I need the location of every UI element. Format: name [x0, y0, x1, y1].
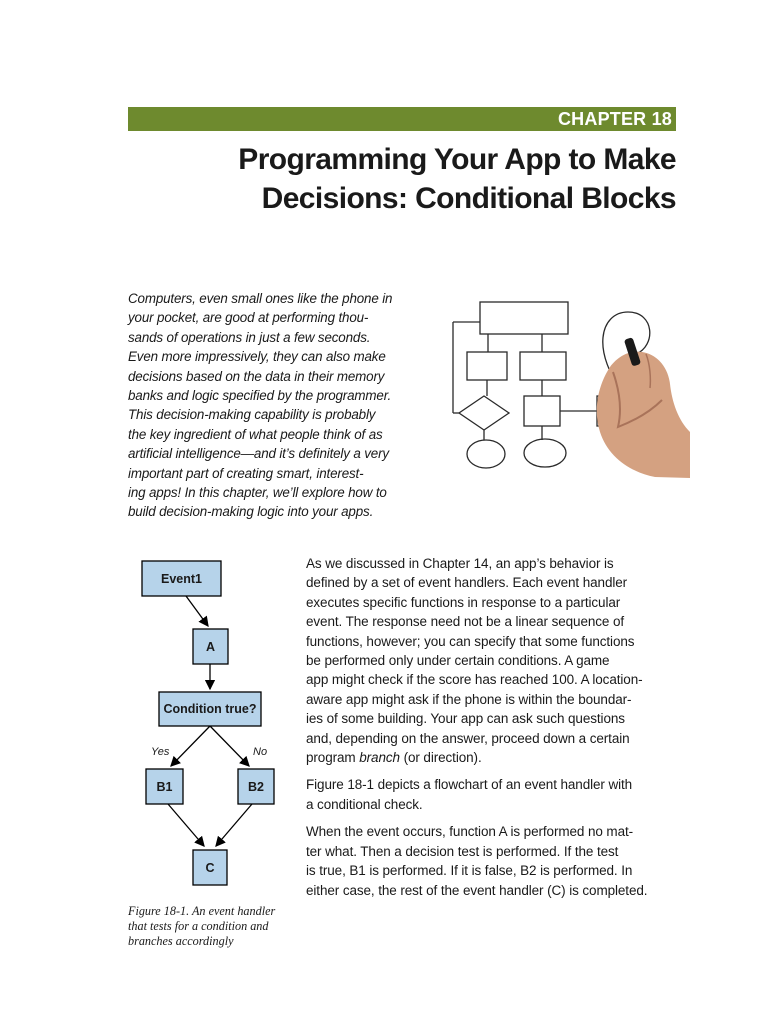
c-label: C	[205, 861, 215, 875]
no-label: No	[253, 746, 268, 758]
flow-arrow	[171, 726, 210, 766]
branch-term: branch	[359, 750, 400, 766]
intro-line: important part of creating smart, interest-	[128, 465, 364, 481]
intro-line: decisions based on the data in their memory	[128, 368, 385, 384]
b2-label: B2	[248, 780, 264, 794]
text-line: and, depending on the answer, proceed down a certain	[306, 730, 630, 746]
figure-caption	[128, 904, 303, 950]
event1-label: Event1	[161, 572, 202, 586]
chapter-label: CHAPTER 18	[128, 107, 676, 131]
hand-icon	[597, 337, 690, 478]
text-line: app might check if the score has reached 100. A location-	[306, 672, 643, 688]
hand-drawing-flowchart-image	[450, 292, 690, 484]
text-line: be performed only under certain conditions. A game	[306, 653, 610, 669]
body-text	[306, 554, 686, 908]
text-line: As we discussed in Chapter 14, an app’s behavior is	[306, 556, 614, 571]
yes-label: Yes	[151, 746, 170, 758]
flow-arrow	[210, 726, 249, 766]
intro-line: sands of operations in just a few seconds.	[128, 329, 371, 345]
paragraph-2	[306, 775, 686, 814]
intro-line: build decision-making logic into your apps.	[128, 504, 374, 520]
text-line: executes specific functions in response to a particular	[306, 594, 621, 610]
intro-paragraph	[128, 289, 428, 522]
caption-line: that tests for a condition and	[128, 919, 269, 934]
intro-line: Computers, even small ones like the phone in	[128, 291, 393, 306]
chapter-title	[230, 140, 676, 218]
text-line: aware app might ask if the phone is within the boundar-	[306, 691, 632, 707]
text-line	[306, 750, 482, 765]
text-line: ter what. Then a decision test is performed. If the test	[306, 843, 619, 859]
flow-arrow	[168, 804, 204, 846]
condition-label: Condition true?	[163, 702, 257, 716]
caption-line: Figure 18-1. An event handler	[128, 904, 276, 918]
intro-line: banks and logic specified by the programmer.	[128, 388, 392, 404]
a-label: A	[205, 640, 216, 654]
caption-line: branches accordingly	[128, 934, 234, 949]
paragraph-3	[306, 822, 686, 900]
b1-label: B1	[156, 780, 173, 794]
text-line: either case, the rest of the event handler (C) is completed.	[306, 882, 648, 898]
text-line: is true, B1 is performed. If it is false, B2 is performed. In	[306, 863, 633, 879]
text-line: Figure 18-1 depicts a flowchart of an event handler with	[306, 777, 633, 793]
text-line: When the event occurs, function A is performed no mat-	[306, 824, 634, 840]
text-fragment: program	[306, 750, 360, 766]
flow-arrow	[186, 596, 208, 626]
paragraph-1	[306, 554, 686, 767]
chapter-title-line-1: Programming Your App to Make	[238, 143, 676, 176]
chapter-title-line-2: Decisions: Conditional Blocks	[261, 182, 676, 215]
text-line: a conditional check.	[306, 796, 423, 812]
text-line: functions, however; you can specify that some functions	[306, 633, 635, 649]
text-fragment: (or direction).	[399, 750, 482, 766]
text-line: defined by a set of event handlers. Each event handler	[306, 575, 628, 591]
text-line: event. The response need not be a linear sequence of	[306, 614, 625, 630]
flow-arrow	[216, 804, 252, 846]
intro-line: the key ingredient of what people think of as	[128, 426, 383, 442]
intro-line: artificial intelligence—and it’s definitely a very	[128, 446, 389, 462]
intro-line: your pocket, are good at performing thou-	[128, 310, 369, 326]
intro-line: This decision-making capability is probably	[128, 407, 376, 423]
text-line: ies of some building. Your app can ask such questions	[306, 711, 625, 727]
intro-line: Even more impressively, they can also make	[128, 349, 386, 365]
event-handler-flowchart	[128, 553, 298, 903]
intro-line: ing apps! In this chapter, we’ll explore how to	[128, 485, 387, 501]
